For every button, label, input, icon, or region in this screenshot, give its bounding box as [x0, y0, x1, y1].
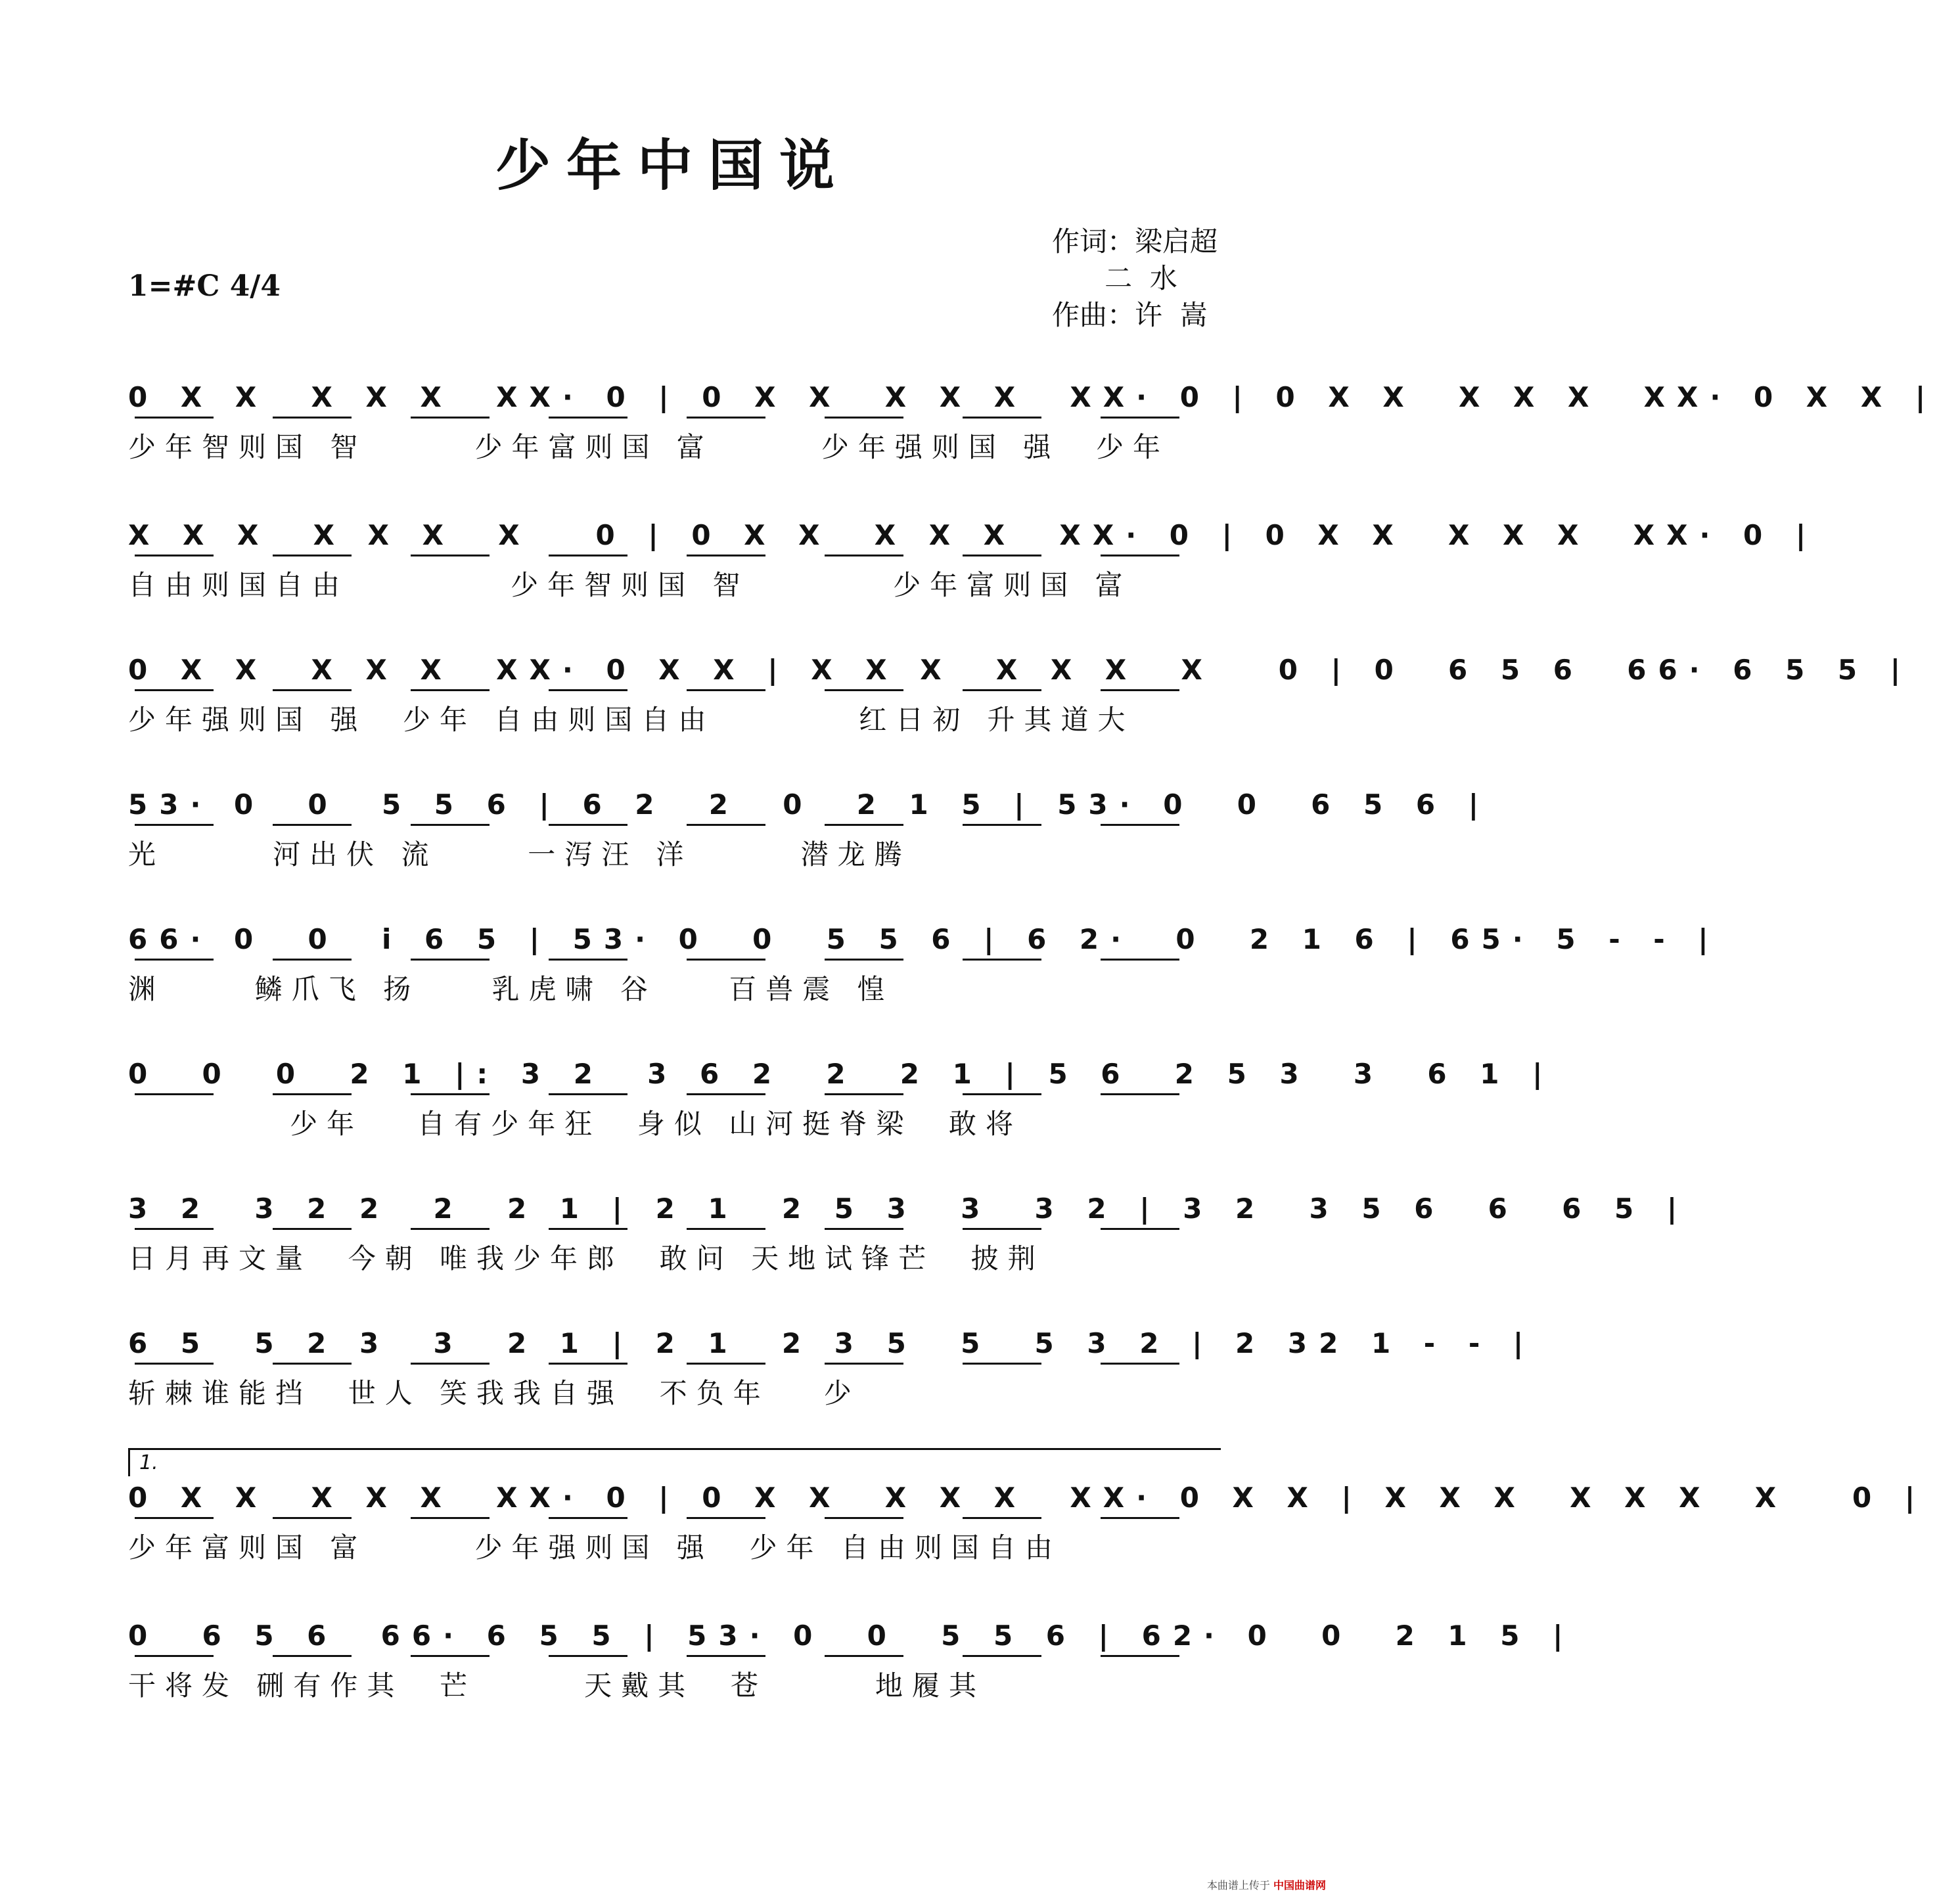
beam-line — [1101, 1655, 1179, 1657]
beam-line — [825, 689, 903, 691]
footer-text: 本曲谱上传于 — [1206, 1879, 1270, 1892]
beam-line — [273, 417, 352, 419]
beam-line — [825, 959, 903, 961]
volta-label: 1. — [139, 1451, 158, 1474]
beam-line — [549, 1228, 627, 1230]
beam-line — [825, 824, 903, 826]
beam-line — [273, 959, 352, 961]
beam-line — [135, 1655, 214, 1657]
notation-line: 0 6 5 6 66· 6 5 5 | 53· 0 0 5 5 6 | 62· 0 0 2 1 5 | — [128, 1620, 1575, 1652]
lyrics-line: 光 河出伏 流 一泻汪 洋 潜龙腾 — [128, 838, 911, 871]
beam-line — [411, 555, 490, 556]
beam-line — [549, 1363, 627, 1365]
beam-line — [273, 1655, 352, 1657]
beam-line — [135, 689, 214, 691]
beam-line — [411, 689, 490, 691]
lyrics-line: 自由则国自由 少年智则国 智 少年富则国 富 — [128, 569, 1132, 601]
beam-line — [963, 689, 1041, 691]
lyrics-line: 渊 鳞爪飞 扬 乳虎啸 谷 百兽震 惶 — [128, 973, 894, 1005]
beam-line — [549, 1517, 627, 1519]
beam-line — [963, 959, 1041, 961]
beam-line — [135, 1093, 214, 1095]
beam-line — [135, 1228, 214, 1230]
beam-line — [1101, 555, 1179, 556]
beam-line — [1101, 959, 1179, 961]
notation-line: X X X X X X X 0 | 0 X X X X X XX· 0 | 0 X X X X X XX· 0 | — [128, 519, 1818, 551]
beam-line — [687, 417, 765, 419]
beam-line — [273, 1363, 352, 1365]
beam-line — [549, 1093, 627, 1095]
beam-line — [687, 689, 765, 691]
lyricist-credit-2: 二 水 — [1051, 262, 1177, 294]
notation-line: 3 2 3 2 2 2 2 1 | 2 1 2 5 3 3 3 2 | 3 2 3 5 6 6 6 5 | — [128, 1192, 1689, 1225]
beam-line — [825, 1093, 903, 1095]
beam-line — [549, 1655, 627, 1657]
beam-line — [135, 417, 214, 419]
beam-line — [135, 1363, 214, 1365]
beam-line — [963, 824, 1041, 826]
beam-line — [549, 824, 627, 826]
beam-line — [273, 689, 352, 691]
notation-line: 6 5 5 2 3 3 2 1 | 2 1 2 3 5 5 5 3 2 | 2 32 1 - - | — [128, 1327, 1536, 1359]
notation-line: 0 X X X X X XX· 0 | 0 X X X X X XX· 0 | 0 X X X X X XX· 0 X X | — [128, 381, 1937, 413]
beam-line — [411, 959, 490, 961]
beam-line — [273, 1517, 352, 1519]
key-signature: 1=#C 4/4 — [128, 269, 281, 303]
footer-brand: 中国曲谱网 — [1273, 1879, 1326, 1892]
beam-line — [825, 1363, 903, 1365]
beam-line — [1101, 689, 1179, 691]
notation-line: 53· 0 0 5 5 6 | 6 2 2 0 2 1 5 | 53· 0 0 6 5 6 | — [128, 788, 1491, 821]
beam-line — [1101, 1228, 1179, 1230]
beam-line — [549, 689, 627, 691]
lyrics-line: 少年强则国 强 少年 自由则国自由 红日初 升其道大 — [128, 704, 1135, 736]
beam-line — [1101, 1517, 1179, 1519]
composer-credit: 作曲：许 嵩 — [1051, 299, 1208, 331]
beam-line — [411, 1093, 490, 1095]
beam-line — [825, 1228, 903, 1230]
footer-watermark — [1207, 1877, 1326, 1892]
lyrics-line: 日月再文量 今朝 唯我少年郎 敢问 天地试锋芒 披荆 — [128, 1242, 1045, 1275]
beam-line — [135, 824, 214, 826]
beam-line — [963, 1517, 1041, 1519]
beam-line — [273, 1228, 352, 1230]
beam-line — [411, 1228, 490, 1230]
lyrics-line: 斩棘谁能挡 世人 笑我我自强 不负年 少 — [128, 1377, 861, 1409]
beam-line — [825, 1517, 903, 1519]
beam-line — [963, 555, 1041, 556]
beam-line — [411, 824, 490, 826]
beam-line — [549, 555, 627, 556]
beam-line — [825, 417, 903, 419]
beam-line — [687, 1228, 765, 1230]
beam-line — [825, 1655, 903, 1657]
beam-line — [273, 1093, 352, 1095]
beam-line — [549, 959, 627, 961]
notation-line: 66· 0 0 i 6 5 | 53· 0 0 5 5 6 | 6 2· 0 2 1 6 | 65· 5 - - | — [128, 923, 1720, 955]
beam-line — [135, 1517, 214, 1519]
notation-line: 0 X X X X X XX· 0 X X | X X X X X X X 0 | 0 6 5 6 66· 6 5 5 | — [128, 654, 1913, 686]
lyrics-line: 少年 自有少年狂 身似 山河挺脊梁 敢将 — [128, 1108, 1022, 1140]
beam-line — [1101, 1093, 1179, 1095]
beam-line — [549, 417, 627, 419]
beam-line — [411, 1655, 490, 1657]
beam-line — [411, 417, 490, 419]
notation-line: 0 0 0 2 1 |: 3 2 3 6 2 2 2 1 | 5 6 2 5 3 3 6 1 | — [128, 1058, 1555, 1090]
beam-line — [687, 1517, 765, 1519]
beam-line — [825, 555, 903, 556]
beam-line — [411, 1363, 490, 1365]
beam-line — [273, 555, 352, 556]
beam-line — [963, 1228, 1041, 1230]
beam-line — [687, 1655, 765, 1657]
credits — [1052, 223, 1218, 334]
lyrics-line: 少年智则国 智 少年富则国 富 少年强则国 强 少年 — [128, 431, 1170, 463]
notation-line: 0 X X X X X XX· 0 | 0 X X X X X XX· 0 X X | X X X X X X X 0 | — [128, 1482, 1927, 1514]
beam-line — [687, 555, 765, 556]
beam-line — [687, 1363, 765, 1365]
lyrics-line: 干将发 硎有作其 芒 天戴其 苍 地履其 — [128, 1669, 986, 1702]
beam-line — [1101, 824, 1179, 826]
beam-line — [411, 1517, 490, 1519]
beam-line — [963, 417, 1041, 419]
beam-line — [687, 1093, 765, 1095]
beam-line — [1101, 1363, 1179, 1365]
beam-line — [963, 1363, 1041, 1365]
lyricist-credit: 作词：梁启超 — [1051, 225, 1218, 258]
beam-line — [135, 959, 214, 961]
volta-bracket — [128, 1448, 1221, 1476]
beam-line — [687, 959, 765, 961]
beam-line — [963, 1655, 1041, 1657]
beam-line — [273, 824, 352, 826]
beam-line — [963, 1093, 1041, 1095]
lyrics-line: 少年富则国 富 少年强则国 强 少年 自由则国自由 — [128, 1531, 1062, 1564]
beam-line — [135, 555, 214, 556]
beam-line — [1101, 417, 1179, 419]
beam-line — [687, 824, 765, 826]
song-title: 少年中国说 — [495, 133, 850, 198]
